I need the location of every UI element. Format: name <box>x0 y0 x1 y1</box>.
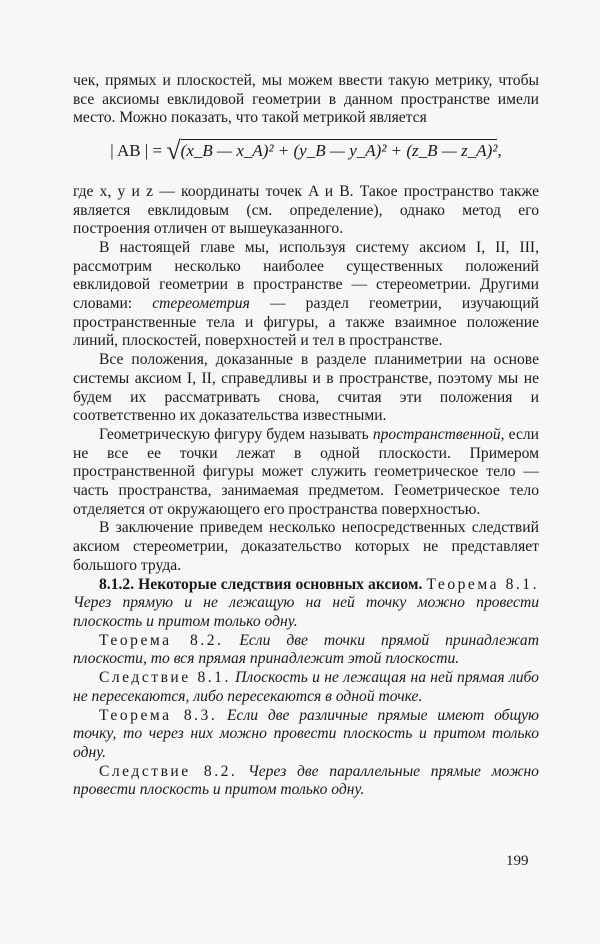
theorem-8-3-text: Если две различные прямые имеют общую точку, то через них можно провести плоскость и притом только одну. <box>73 706 539 761</box>
corollary-8-1 <box>73 669 539 706</box>
corollary-8-2 <box>73 763 539 800</box>
theorem-8-2-label: Теорема 8.2. <box>99 631 224 649</box>
sqrt-sign: √ <box>166 136 181 166</box>
paragraph-stereometry-part1: В настоящей главе мы, используя систему аксиом I, II, III, рассмотрим несколько наиболее существенных положений евклидовой геометрии в пространстве — стереометрии. Другими словами: <box>73 238 539 313</box>
theorem-8-3-label: Теорема 8.3. <box>99 706 218 724</box>
corollary-8-1-label: Следствие 8.1. <box>99 669 231 687</box>
theorem-8-1-text: Через прямую и не лежащую на ней точку можно провести плоскость и притом только одну. <box>73 594 539 630</box>
page-number: 199 <box>506 853 529 869</box>
paragraph-stereometry <box>73 239 539 351</box>
theorem-8-1-label: Теорема 8.1. <box>426 575 539 593</box>
section-8-1-2 <box>73 576 539 632</box>
corollary-8-2-label: Следствие 8.2. <box>99 762 238 780</box>
paragraph-coordinates: где x, y и z — координаты точек A и B. Такое пространство также является евклидовым (см. определение), однако метод его построения отличен от вышеуказанного. <box>73 182 539 238</box>
paragraph-spatial-figure <box>73 426 539 520</box>
term-spatial: пространственной <box>372 425 501 443</box>
corollary-8-2-text: Через две параллельные прямые можно провести плоскость и притом только одну. <box>73 762 539 799</box>
paragraph-spatial-part1: Геометрическую фигуру будем называть <box>99 425 373 443</box>
theorem-8-2 <box>73 632 539 669</box>
paragraph-stereometry-part2: — раздел геометрии, изучающий пространственные тела и фигуры, а также взаимное положение линий, плоскостей, поверхностей и тел в пространстве. <box>73 295 540 350</box>
paragraph-intro: чек, прямых и плоскостей, мы можем ввести такую метрику, чтобы все аксиомы евклидовой геометрии в данном пространстве имели место. Можно показать, что такой метрикой является <box>73 72 539 127</box>
formula-radicand: (x_B — x_A)² + (y_B — y_A)² + (z_B — z_A)² <box>180 141 498 161</box>
paragraph-spatial-part2: , если не все ее точки лежат в одной плоскости. Примером пространственной фигуры может служить геометрическое тело — часть пространства, занимаемая предметом. Геометрическое тело отделяется от окружающего его пространства поверхностью. <box>73 425 539 518</box>
metric-formula <box>73 136 539 166</box>
corollary-8-1-text: Плоскость и не лежащая на ней прямая либо не пересекаются, либо пересекаются в одной точке. <box>73 669 539 705</box>
theorem-8-3 <box>73 707 539 763</box>
paragraph-planimetry: Все положения, доказанные в разделе планиметрии на основе системы аксиом I, II, справедливы и в пространстве, поэтому мы не будем их рассматривать снова, считая эти положения и соответственно их доказательства известными. <box>73 351 539 425</box>
term-stereometry: стереометрия <box>152 295 250 313</box>
formula-lhs: | AB | = <box>110 141 163 161</box>
body-text <box>73 72 539 800</box>
theorem-8-2-text: Если две точки прямой принадлежат плоскости, то вся прямая принадлежит этой плоскости. <box>73 631 539 668</box>
paragraph-conclusion: В заключение приведем несколько непосредственных следствий аксиом стереометрии, доказательство которых не представляет большого труда. <box>73 519 539 574</box>
formula-comma: , <box>497 141 502 161</box>
section-heading: 8.1.2. Некоторые следствия основных аксиом. <box>99 575 423 593</box>
